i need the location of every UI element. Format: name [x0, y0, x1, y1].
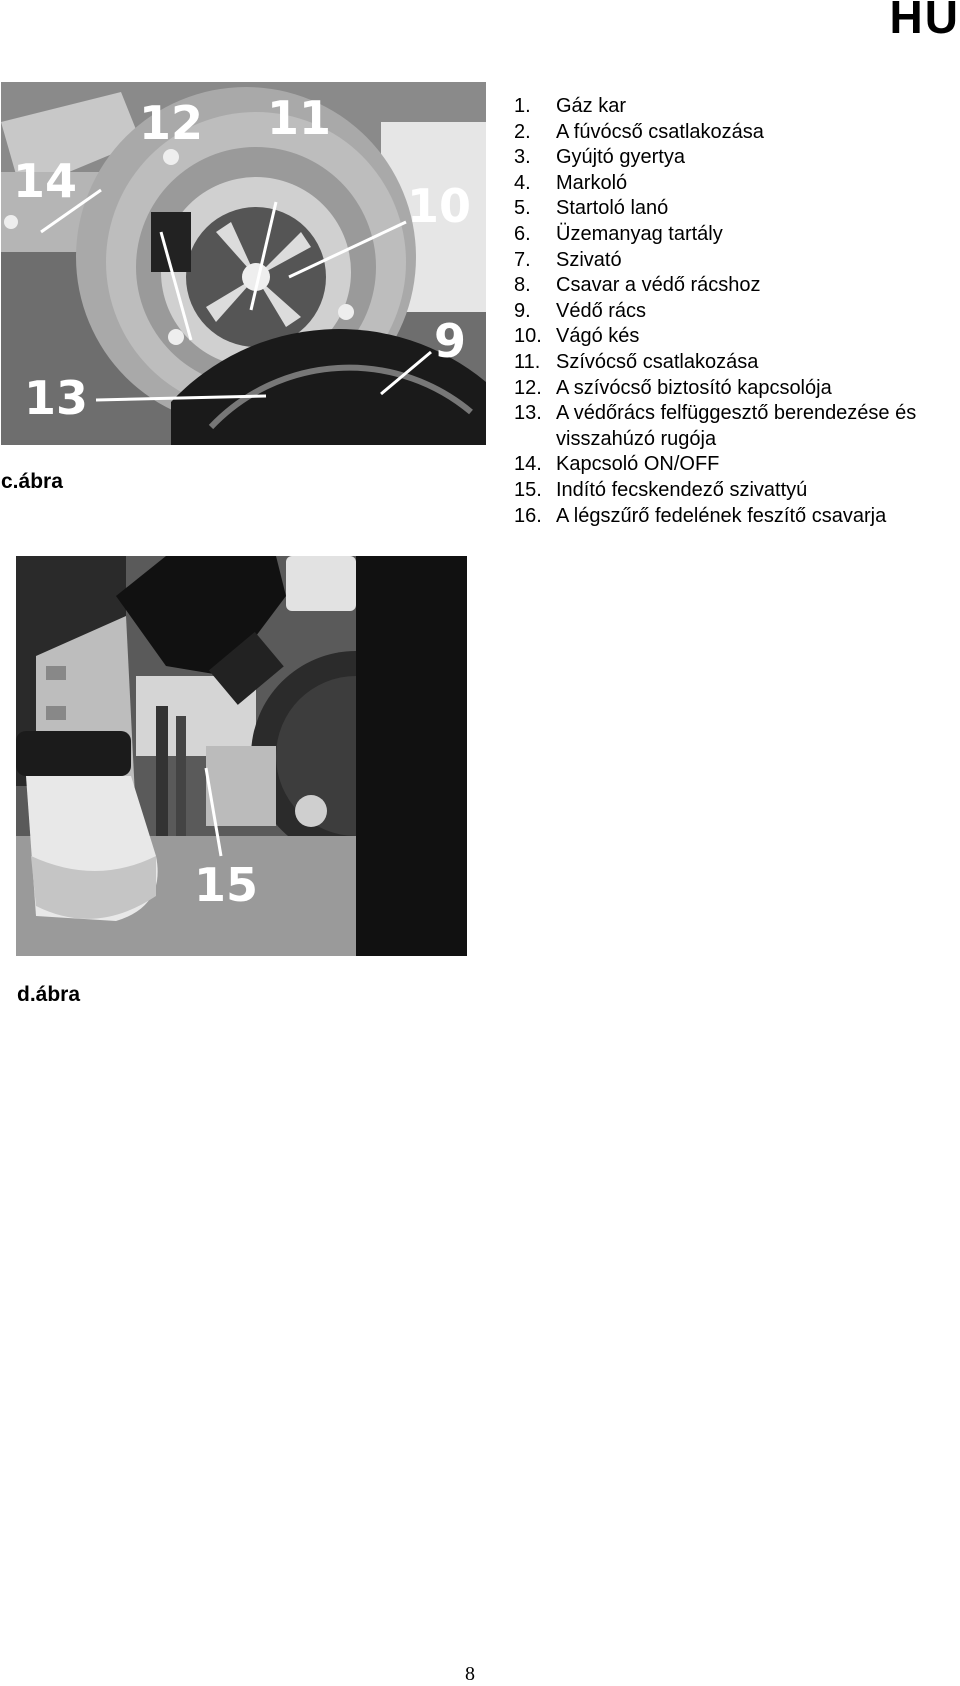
callout-11: 11: [266, 91, 332, 145]
list-item: 16. A légszűrő fedelének feszítő csavarja: [514, 504, 887, 527]
figure-d-photo: [16, 556, 467, 956]
list-item: 15. Indító fecskendező szivattyú: [514, 478, 808, 501]
callout-9: 9: [433, 314, 467, 368]
list-item: 11. Szívócső csatlakozása: [514, 350, 759, 373]
figure-c-photo: [1, 82, 486, 445]
list-item: 13. A védőrács felfüggesztő berendezése és visszahúzó rugója: [514, 402, 917, 450]
list-item: 8. Csavar a védő rácshoz: [514, 274, 761, 297]
callout-12: 12: [138, 96, 204, 150]
list-item: 3. Gyújtó gyertya: [514, 146, 685, 169]
list-item: 6. Üzemanyag tartály: [514, 222, 723, 245]
list-item: 2. A fúvócső csatlakozása: [514, 120, 764, 143]
list-item: 12. A szívócső biztosító kapcsolója: [514, 376, 832, 399]
list-item: 4. Markoló: [514, 171, 628, 194]
figure-d-caption: d.ábra: [17, 983, 81, 1006]
callout-14: 14: [12, 154, 78, 208]
list-item: 10. Vágó kés: [514, 325, 640, 348]
list-item: 5. Startoló lanó: [514, 197, 669, 220]
language-tag: HU: [889, 0, 960, 43]
callout-10: 10: [406, 179, 472, 233]
page-number: 8: [465, 1663, 475, 1685]
callout-13: 13: [23, 371, 89, 425]
list-item: 14. Kapcsoló ON/OFF: [514, 453, 720, 476]
list-item: 7. Szivató: [514, 248, 622, 271]
list-item: 9. Védő rács: [514, 299, 647, 322]
figure-c-caption: c.ábra: [1, 470, 63, 493]
list-item: 1. Gáz kar: [514, 95, 627, 117]
parts-list: [514, 94, 960, 529]
callout-15: 15: [193, 858, 259, 912]
